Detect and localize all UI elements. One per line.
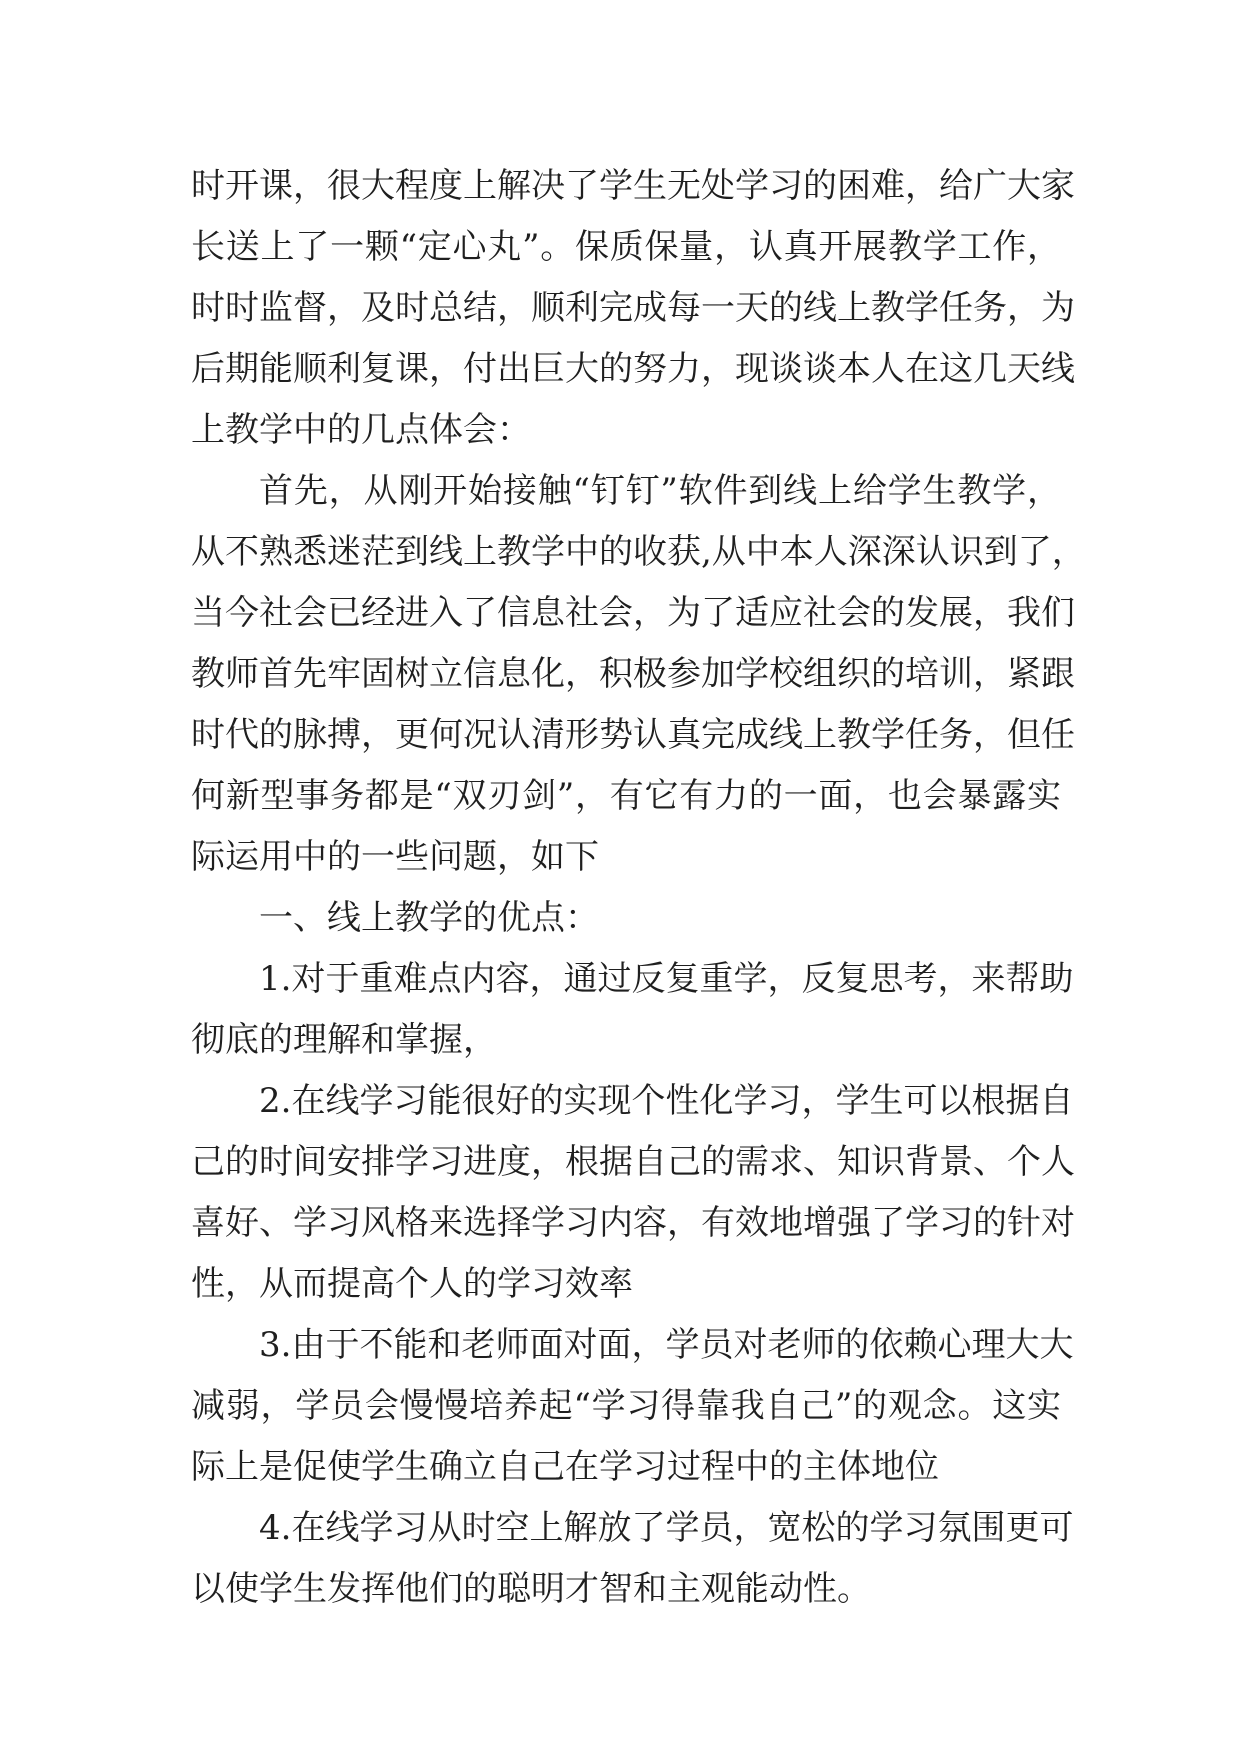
text-line: 2.在线学习能很好的实现个性化学习，学生可以根据自 — [259, 1081, 1074, 1121]
text-line: 长送上了一颗“定心丸”。保质保量，认真开展教学工作， — [191, 227, 1061, 267]
text-line: 从不熟悉迷茫到线上教学中的收获,从中本人深深认识到了， — [191, 532, 1086, 572]
text-line: 性，从而提高个人的学习效率 — [191, 1264, 633, 1304]
text-line: 当今社会已经进入了信息社会，为了适应社会的发展，我们 — [191, 593, 1075, 633]
text-line: 以使学生发挥他们的聪明才智和主观能动性。 — [191, 1569, 871, 1609]
text-line: 时时监督，及时总结，顺利完成每一天的线上教学任务，为 — [191, 288, 1075, 328]
text-line: 上教学中的几点体会： — [191, 410, 531, 450]
text-line: 际上是促使学生确立自己在学习过程中的主体地位 — [191, 1447, 939, 1487]
text-line: 3.由于不能和老师面对面，学员对老师的依赖心理大大 — [259, 1325, 1074, 1365]
section-heading — [191, 888, 1061, 949]
text-line: 喜好、学习风格来选择学习内容，有效地增强了学习的针对 — [191, 1203, 1075, 1243]
body-text — [191, 156, 1086, 1620]
text-line: 减弱，学员会慢慢培养起“学习得靠我自己”的观念。这实 — [191, 1386, 1061, 1426]
text-line: 时开课，很大程度上解决了学生无处学习的困难，给广大家 — [191, 166, 1075, 206]
text-line: 时代的脉搏，更何况认清形势认真完成线上教学任务，但任 — [191, 715, 1075, 755]
text-line: 彻底的理解和掌握， — [191, 1020, 497, 1060]
text-line: 己的时间安排学习进度，根据自己的需求、知识背景、个人 — [191, 1142, 1075, 1182]
text-line: 首先，从刚开始接触“钉钉”软件到线上给学生教学， — [259, 471, 1061, 511]
list-item-4 — [191, 1498, 1074, 1620]
text-line: 教师首先牢固树立信息化，积极参加学校组织的培训，紧跟 — [191, 654, 1075, 694]
paragraph-first — [191, 461, 1086, 888]
list-item-3 — [191, 1315, 1074, 1498]
text-line: 后期能顺利复课，付出巨大的努力，现谈谈本人在这几天线 — [191, 349, 1075, 389]
text-line: 何新型事务都是“双刃剑”，有它有力的一面，也会暴露实 — [191, 776, 1061, 816]
text-line: 一、线上教学的优点： — [259, 898, 599, 938]
text-line: 际运用中的一些问题，如下 — [191, 837, 599, 877]
text-line: 4.在线学习从时空上解放了学员，宽松的学习氛围更可 — [259, 1508, 1074, 1548]
list-item-2 — [191, 1071, 1075, 1315]
paragraph-intro — [191, 156, 1075, 461]
list-item-1 — [191, 949, 1074, 1071]
text-line: 1.对于重难点内容，通过反复重学，反复思考，来帮助 — [259, 959, 1074, 999]
